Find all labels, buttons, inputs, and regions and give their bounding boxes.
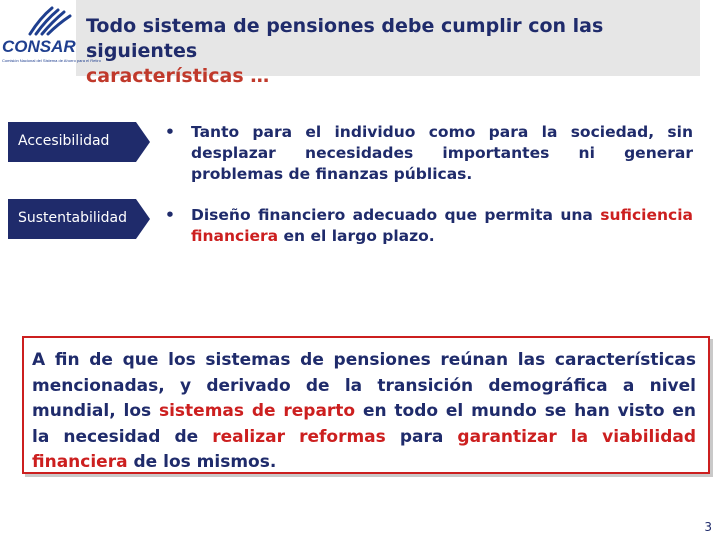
highlight-realizar-reformas: realizar reformas [212,426,386,447]
label-sustentabilidad [8,199,150,239]
item-accesibilidad-body: Tanto para el individuo como para la sociedad, sin desplazar necesidades importantes ni generar problemas de finanzas públicas. [191,123,693,183]
bullet-icon: • [165,206,175,224]
page-number: 3 [704,520,712,534]
label-sustentabilidad-text: Sustentabilidad [18,210,128,226]
item-accesibilidad-text [165,122,693,185]
label-accesibilidad [8,122,150,162]
label-accesibilidad-text: Accesibilidad [18,133,110,149]
item-sustentabilidad-body: Diseño financiero adecuado que permita una suficiencia financiera en el largo plazo. [191,206,693,245]
title-line-1: Todo sistema de pensiones debe cumplir con las siguientes [86,15,604,62]
logo-text: CONSAR [2,37,76,56]
logo-subtext: Comisión Nacional del Sistema de Ahorro para el Retiro [2,58,101,63]
title-line-2: características … [86,65,270,87]
highlight-suficiencia: suficiencia financiera [191,206,693,245]
consar-logo [0,0,101,72]
page-title [86,14,690,89]
conclusion-text: A fin de que los sistemas de pensiones reúnan las características mencionadas, y derivado de la transición demográfica a nivel mundial, los sistemas de reparto en todo el mundo se han visto en la necesidad de realizar reformas para garantizar la viabilidad financiera de los mismos. [32,350,697,472]
bullet-icon: • [165,123,175,141]
item-sustentabilidad-text [165,205,693,247]
conclusion-box [22,336,710,474]
highlight-viabilidad: garantizar la viabilidad financiera [32,426,697,472]
highlight-sistemas-reparto: sistemas de reparto [158,401,356,421]
